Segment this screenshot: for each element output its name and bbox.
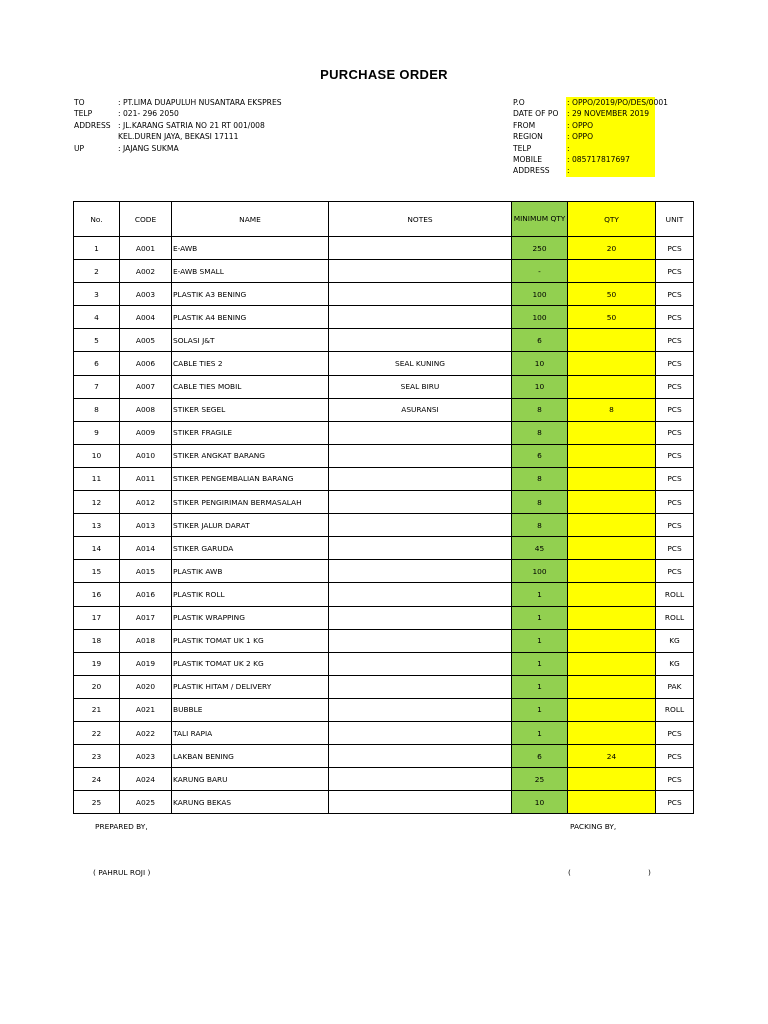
cell-min-qty: 1 — [512, 652, 568, 675]
packing-by-open-paren: ( — [568, 868, 571, 877]
header-field-label: P.O — [513, 98, 525, 107]
table-row — [74, 491, 694, 514]
cell-qty — [568, 675, 656, 698]
table-row — [74, 537, 694, 560]
header-field — [513, 131, 655, 142]
cell-no: 10 — [74, 444, 120, 467]
cell-name: PLASTIK WRAPPING — [172, 606, 329, 629]
cell-qty: 8 — [568, 398, 656, 421]
cell-notes — [329, 467, 512, 490]
cell-notes — [329, 537, 512, 560]
header-field — [513, 154, 655, 165]
cell-min-qty: 8 — [512, 421, 568, 444]
cell-code: A017 — [120, 606, 172, 629]
table-header-row — [74, 202, 694, 237]
cell-no: 9 — [74, 421, 120, 444]
po-info — [513, 97, 668, 177]
table-row — [74, 721, 694, 744]
cell-code: A024 — [120, 768, 172, 791]
cell-name: LAKBAN BENING — [172, 745, 329, 768]
cell-unit: KG — [656, 652, 694, 675]
cell-code: A015 — [120, 560, 172, 583]
cell-name: PLASTIK TOMAT UK 1 KG — [172, 629, 329, 652]
header-field-label: FROM — [513, 120, 536, 130]
cell-no: 1 — [74, 237, 120, 260]
cell-no: 5 — [74, 329, 120, 352]
table-row — [74, 652, 694, 675]
cell-unit: PCS — [656, 421, 694, 444]
cell-code: A025 — [120, 791, 172, 814]
header-field-label: TELP — [513, 143, 532, 153]
cell-notes — [329, 698, 512, 721]
cell-name: SOLASI J&T — [172, 329, 329, 352]
recipient-info — [74, 97, 282, 154]
cell-notes — [329, 444, 512, 467]
cell-code: A002 — [120, 260, 172, 283]
cell-qty: 20 — [568, 237, 656, 260]
cell-no: 21 — [74, 698, 120, 721]
cell-notes — [329, 560, 512, 583]
header-field-value: : JAJANG SUKMA — [118, 143, 179, 153]
cell-notes — [329, 768, 512, 791]
table-row — [74, 606, 694, 629]
cell-min-qty: 1 — [512, 698, 568, 721]
cell-unit: PCS — [656, 329, 694, 352]
cell-name: TALI RAPIA — [172, 721, 329, 744]
cell-qty — [568, 421, 656, 444]
header-field — [513, 120, 655, 131]
cell-min-qty: 1 — [512, 721, 568, 744]
cell-qty — [568, 537, 656, 560]
cell-qty — [568, 375, 656, 398]
cell-code: A019 — [120, 652, 172, 675]
cell-min-qty: 8 — [512, 514, 568, 537]
cell-name: CABLE TIES 2 — [172, 352, 329, 375]
table-row — [74, 283, 694, 306]
cell-qty — [568, 514, 656, 537]
cell-min-qty: 6 — [512, 444, 568, 467]
cell-notes: SEAL KUNING — [329, 352, 512, 375]
cell-no: 3 — [74, 283, 120, 306]
prepared-by-name: ( PAHRUL ROJI ) — [93, 868, 151, 877]
cell-name: PLASTIK A3 BENING — [172, 283, 329, 306]
cell-min-qty: - — [512, 260, 568, 283]
cell-qty — [568, 352, 656, 375]
cell-code: A009 — [120, 421, 172, 444]
cell-unit: PCS — [656, 283, 694, 306]
cell-name: PLASTIK A4 BENING — [172, 306, 329, 329]
header-field-label: ADDRESS — [74, 120, 111, 130]
cell-min-qty: 8 — [512, 398, 568, 421]
cell-no: 16 — [74, 583, 120, 606]
cell-code: A018 — [120, 629, 172, 652]
cell-no: 6 — [74, 352, 120, 375]
cell-notes — [329, 721, 512, 744]
header-field — [74, 97, 282, 108]
cell-qty — [568, 467, 656, 490]
cell-qty — [568, 606, 656, 629]
packing-by-label: PACKING BY, — [570, 822, 617, 831]
cell-unit: ROLL — [656, 698, 694, 721]
header-field-value: : JL.KARANG SATRIA NO 21 RT 001/008 — [118, 120, 265, 130]
cell-min-qty: 6 — [512, 745, 568, 768]
cell-notes: ASURANSI — [329, 398, 512, 421]
table-row — [74, 237, 694, 260]
header-field-value: : — [566, 143, 655, 154]
header-field-label: TO — [74, 98, 85, 107]
cell-min-qty: 250 — [512, 237, 568, 260]
cell-qty — [568, 329, 656, 352]
header-field-value: : 29 NOVEMBER 2019 — [566, 108, 655, 119]
cell-qty — [568, 791, 656, 814]
cell-no: 25 — [74, 791, 120, 814]
table-row — [74, 629, 694, 652]
cell-min-qty: 100 — [512, 283, 568, 306]
cell-code: A011 — [120, 467, 172, 490]
table-row — [74, 329, 694, 352]
cell-unit: PCS — [656, 352, 694, 375]
table-row — [74, 560, 694, 583]
header-field — [74, 120, 282, 131]
cell-unit: PAK — [656, 675, 694, 698]
table-row — [74, 675, 694, 698]
cell-min-qty: 1 — [512, 606, 568, 629]
cell-unit: PCS — [656, 306, 694, 329]
col-header-code: CODE — [120, 202, 172, 237]
cell-no: 13 — [74, 514, 120, 537]
cell-unit: PCS — [656, 514, 694, 537]
cell-notes — [329, 306, 512, 329]
header-field-value: : OPPO/2019/PO/DES/0001 — [567, 98, 668, 107]
cell-code: A016 — [120, 583, 172, 606]
cell-min-qty: 8 — [512, 491, 568, 514]
header-field — [513, 165, 655, 176]
header-field-value: : PT.LIMA DUAPULUH NUSANTARA EKSPRES — [118, 98, 282, 107]
header-field-value: : — [566, 165, 655, 176]
cell-qty — [568, 260, 656, 283]
header-field-value: : 085717817697 — [566, 154, 655, 165]
order-items-table — [73, 201, 694, 814]
cell-no: 22 — [74, 721, 120, 744]
cell-no: 17 — [74, 606, 120, 629]
cell-min-qty: 10 — [512, 375, 568, 398]
cell-no: 8 — [74, 398, 120, 421]
cell-qty: 50 — [568, 283, 656, 306]
table-row — [74, 375, 694, 398]
cell-unit: PCS — [656, 444, 694, 467]
cell-min-qty: 10 — [512, 791, 568, 814]
cell-min-qty: 1 — [512, 675, 568, 698]
cell-code: A010 — [120, 444, 172, 467]
header-field — [513, 97, 668, 108]
cell-min-qty: 10 — [512, 352, 568, 375]
header-field-value: : 021- 296 2050 — [118, 109, 179, 119]
cell-min-qty: 45 — [512, 537, 568, 560]
cell-no: 23 — [74, 745, 120, 768]
cell-qty — [568, 721, 656, 744]
header-field-label: DATE OF PO — [513, 109, 559, 119]
cell-name: PLASTIK TOMAT UK 2 KG — [172, 652, 329, 675]
cell-qty — [568, 583, 656, 606]
table-row — [74, 745, 694, 768]
cell-min-qty: 6 — [512, 329, 568, 352]
cell-qty — [568, 698, 656, 721]
cell-name: STIKER GARUDA — [172, 537, 329, 560]
cell-no: 15 — [74, 560, 120, 583]
cell-unit: KG — [656, 629, 694, 652]
cell-name: STIKER PENGEMBALIAN BARANG — [172, 467, 329, 490]
table-row — [74, 260, 694, 283]
cell-code: A006 — [120, 352, 172, 375]
cell-no: 24 — [74, 768, 120, 791]
cell-unit: PCS — [656, 768, 694, 791]
cell-code: A013 — [120, 514, 172, 537]
document-title: PURCHASE ORDER — [320, 67, 448, 82]
header-field-label: MOBILE — [513, 154, 543, 164]
cell-unit: PCS — [656, 398, 694, 421]
cell-code: A008 — [120, 398, 172, 421]
cell-qty — [568, 444, 656, 467]
header-field-label: UP — [74, 143, 85, 153]
table-row — [74, 352, 694, 375]
header-field — [74, 143, 282, 154]
col-header-qty: QTY — [568, 202, 656, 237]
cell-name: PLASTIK HITAM / DELIVERY — [172, 675, 329, 698]
cell-notes — [329, 791, 512, 814]
cell-unit: PCS — [656, 537, 694, 560]
cell-notes — [329, 421, 512, 444]
cell-name: E-AWB SMALL — [172, 260, 329, 283]
cell-code: A007 — [120, 375, 172, 398]
cell-name: PLASTIK AWB — [172, 560, 329, 583]
header-field-value: : OPPO — [566, 120, 655, 131]
cell-notes — [329, 237, 512, 260]
cell-unit: PCS — [656, 491, 694, 514]
table-row — [74, 306, 694, 329]
cell-code: A005 — [120, 329, 172, 352]
cell-unit: PCS — [656, 467, 694, 490]
packing-by-close-paren: ) — [648, 868, 651, 877]
cell-notes — [329, 329, 512, 352]
table-row — [74, 791, 694, 814]
cell-notes — [329, 652, 512, 675]
cell-code: A020 — [120, 675, 172, 698]
cell-notes: SEAL BIRU — [329, 375, 512, 398]
header-field-label: ADDRESS — [513, 166, 550, 176]
col-header-notes: NOTES — [329, 202, 512, 237]
cell-name: STIKER FRAGILE — [172, 421, 329, 444]
col-header-min-qty: MINIMUM QTY — [512, 202, 568, 237]
cell-min-qty: 1 — [512, 583, 568, 606]
cell-code: A001 — [120, 237, 172, 260]
header-field — [513, 143, 655, 154]
table-row — [74, 698, 694, 721]
header-field — [74, 131, 282, 142]
cell-qty: 24 — [568, 745, 656, 768]
cell-no: 2 — [74, 260, 120, 283]
cell-code: A023 — [120, 745, 172, 768]
cell-code: A021 — [120, 698, 172, 721]
table-row — [74, 768, 694, 791]
cell-name: CABLE TIES MOBIL — [172, 375, 329, 398]
cell-no: 20 — [74, 675, 120, 698]
header-field — [513, 108, 655, 119]
cell-name: BUBBLE — [172, 698, 329, 721]
header-field-value: KEL.DUREN JAYA, BEKASI 17111 — [118, 132, 239, 142]
cell-name: KARUNG BARU — [172, 768, 329, 791]
header-field-label: REGION — [513, 132, 543, 142]
cell-unit: PCS — [656, 745, 694, 768]
cell-no: 19 — [74, 652, 120, 675]
prepared-by-label: PREPARED BY, — [95, 822, 148, 831]
cell-no: 4 — [74, 306, 120, 329]
cell-no: 7 — [74, 375, 120, 398]
cell-qty — [568, 629, 656, 652]
table-row — [74, 398, 694, 421]
cell-no: 12 — [74, 491, 120, 514]
cell-min-qty: 25 — [512, 768, 568, 791]
cell-code: A012 — [120, 491, 172, 514]
cell-notes — [329, 583, 512, 606]
cell-qty — [568, 560, 656, 583]
cell-unit: PCS — [656, 791, 694, 814]
cell-notes — [329, 514, 512, 537]
cell-notes — [329, 283, 512, 306]
header-field — [74, 108, 282, 119]
header-field-value: : OPPO — [566, 131, 655, 142]
table-row — [74, 583, 694, 606]
cell-unit: PCS — [656, 237, 694, 260]
header-field-label — [74, 131, 118, 142]
cell-no: 11 — [74, 467, 120, 490]
cell-code: A014 — [120, 537, 172, 560]
cell-notes — [329, 606, 512, 629]
cell-name: STIKER JALUR DARAT — [172, 514, 329, 537]
cell-code: A004 — [120, 306, 172, 329]
cell-unit: ROLL — [656, 606, 694, 629]
cell-min-qty: 8 — [512, 467, 568, 490]
header-field-label: TELP — [74, 109, 93, 119]
cell-notes — [329, 491, 512, 514]
cell-name: STIKER PENGIRIMAN BERMASALAH — [172, 491, 329, 514]
cell-unit: PCS — [656, 260, 694, 283]
cell-unit: ROLL — [656, 583, 694, 606]
cell-name: STIKER ANGKAT BARANG — [172, 444, 329, 467]
cell-min-qty: 1 — [512, 629, 568, 652]
table-row — [74, 467, 694, 490]
table-row — [74, 514, 694, 537]
cell-name: E-AWB — [172, 237, 329, 260]
cell-no: 18 — [74, 629, 120, 652]
table-row — [74, 421, 694, 444]
cell-notes — [329, 675, 512, 698]
cell-no: 14 — [74, 537, 120, 560]
cell-min-qty: 100 — [512, 560, 568, 583]
cell-name: KARUNG BEKAS — [172, 791, 329, 814]
cell-qty — [568, 652, 656, 675]
cell-unit: PCS — [656, 721, 694, 744]
cell-name: PLASTIK ROLL — [172, 583, 329, 606]
cell-notes — [329, 745, 512, 768]
cell-qty: 50 — [568, 306, 656, 329]
cell-notes — [329, 629, 512, 652]
cell-code: A003 — [120, 283, 172, 306]
cell-qty — [568, 491, 656, 514]
cell-notes — [329, 260, 512, 283]
cell-min-qty: 100 — [512, 306, 568, 329]
table-row — [74, 444, 694, 467]
col-header-unit: UNIT — [656, 202, 694, 237]
cell-code: A022 — [120, 721, 172, 744]
cell-qty — [568, 768, 656, 791]
cell-unit: PCS — [656, 375, 694, 398]
col-header-no: No. — [74, 202, 120, 237]
col-header-name: NAME — [172, 202, 329, 237]
cell-unit: PCS — [656, 560, 694, 583]
cell-name: STIKER SEGEL — [172, 398, 329, 421]
